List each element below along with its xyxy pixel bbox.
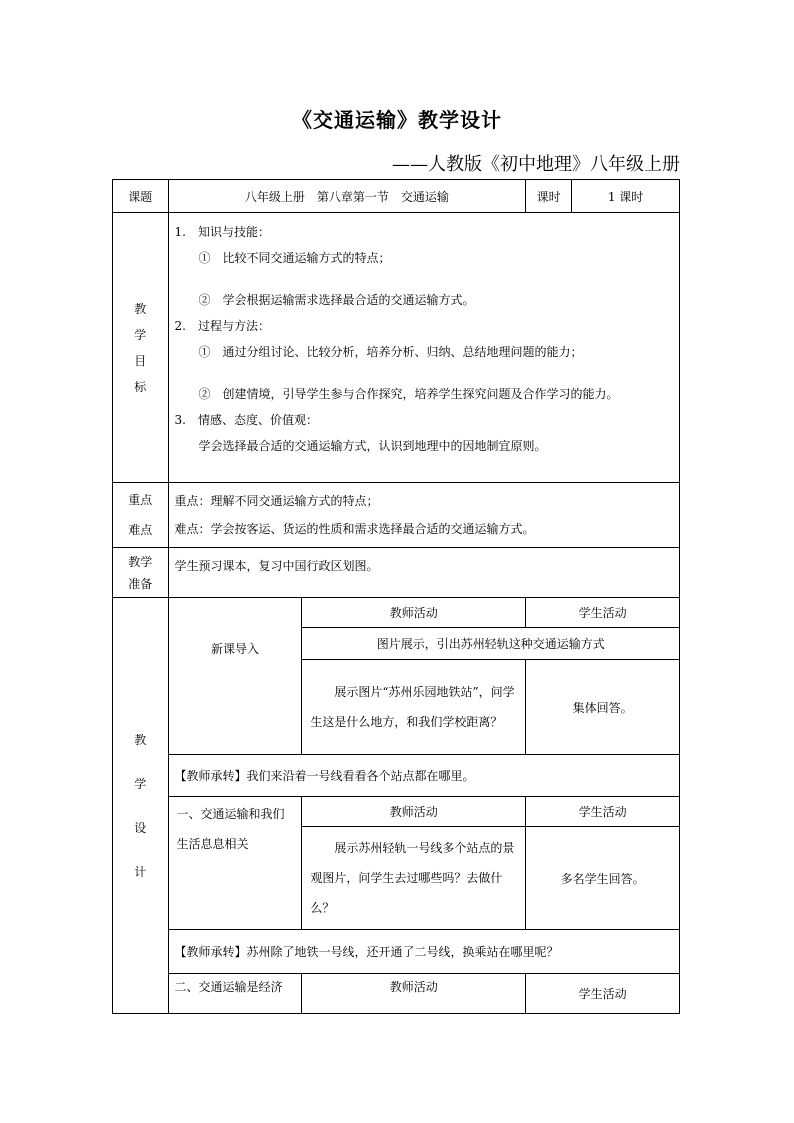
part1-head-row [113,797,680,827]
part1-teacher-activity: 展示苏州轻轨一号线多个站点的景观图片，问学生去过哪些吗？去做什么？ [302,827,526,930]
goal-item: ② 创建情境，引导学生参与合作探究，培养学生探究问题及合作学习的能力。 [198,387,619,401]
goals-content [168,213,679,483]
student-activity-header: 学生活动 [526,974,680,1014]
key-point: 重点：理解不同交通运输方式的特点； [174,494,379,508]
goal-item: ① 通过分组讨论、比较分析，培养分析、归纳、总结地理问题的能力； [198,345,583,359]
topic-label: 课题 [113,180,169,213]
header-row [113,180,680,213]
part2-head-row [113,974,680,1014]
key-points-content [168,483,679,548]
student-activity-header: 学生活动 [526,797,680,827]
key-points-label: 重点 难点 [113,483,169,548]
teacher-activity-header: 教师活动 [302,598,526,628]
stage-intro: 新课导入 [168,598,302,755]
goal-item: ① 比较不同交通运输方式的特点； [198,251,391,265]
intro-banner: 图片展示，引出苏州轻轨这种交通运输方式 [302,628,680,660]
prep-row [113,548,680,598]
student-activity-header: 学生活动 [526,598,680,628]
goal-item: 学会选择最合适的交通运输方式，认识到地理中的因地制宜原则。 [198,439,547,453]
difficult-point: 难点：学会按客运、货运的性质和需求选择最合适的交通运输方式。 [174,522,535,536]
teacher-transition-2: 【教师承转】苏州除了地铁一号线，还开通了二号线，换乘站在哪里呢？ [168,930,679,974]
goals-row [113,213,680,483]
teacher-activity-header: 教师活动 [302,974,526,1014]
hours-label: 课时 [526,180,572,213]
stage-part-2: 二、交通运输是经济 [168,974,302,1014]
document-title: 《交通运输》教学设计 [292,108,502,132]
transition-row-2 [113,930,680,974]
goal-heading-knowledge: 1. 知识与技能： [174,225,270,239]
design-label: 教 学 设 计 [113,598,169,1014]
prep-label: 教学 准备 [113,548,169,598]
topic-value: 八年级上册 第八章第一节 交通运输 [168,180,526,213]
key-points-row [113,483,680,548]
goal-heading-process: 2. 过程与方法： [174,319,270,333]
document-subtitle: ——人教版《初中地理》八年级上册 [392,154,680,175]
stage-part-1: 一、交通运输和我们生活息息相关 [168,797,302,930]
hours-value: 1 课时 [572,180,680,213]
teacher-activity-header: 教师活动 [302,797,526,827]
goals-label: 教 学 目 标 [113,213,169,483]
lesson-plan-table [112,179,680,1014]
intro-teacher-activity: 展示图片“苏州乐园地铁站”，问学生这是什么地方，和我们学校距离？ [302,660,526,755]
teacher-transition-1: 【教师承转】我们来沿着一号线看看各个站点都在哪里。 [168,755,679,797]
transition-row-1 [113,755,680,797]
intro-student-activity: 集体回答。 [526,660,680,755]
prep-content: 学生预习课本，复习中国行政区划图。 [168,548,679,598]
design-intro-head-row [113,598,680,628]
goal-item: ② 学会根据运输需求选择最合适的交通运输方式。 [198,293,475,307]
part1-student-activity: 多名学生回答。 [526,827,680,930]
goal-heading-attitude: 3. 情感、态度、价值观： [174,413,318,427]
